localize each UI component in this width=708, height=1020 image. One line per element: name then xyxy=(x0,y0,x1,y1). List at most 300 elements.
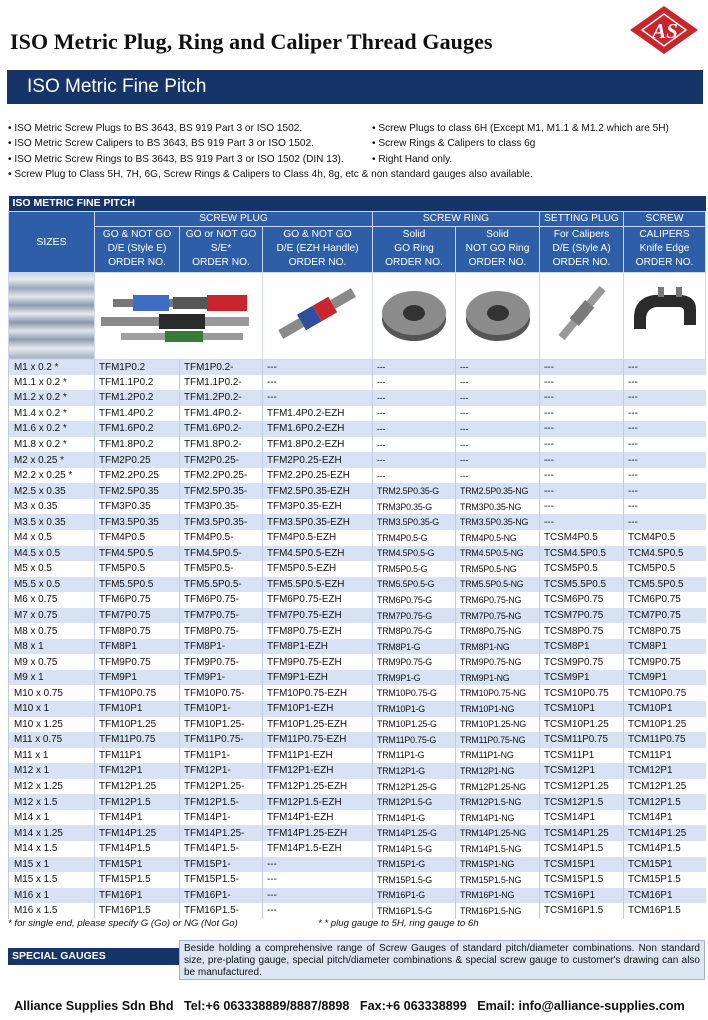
table-row xyxy=(9,670,706,686)
notgo-ring-cell: TRM16P1.5-NG xyxy=(456,903,540,919)
caliper-cell: --- xyxy=(624,437,706,453)
footnote-gauge-class: * * plug gauge to 5H, ring gauge to 6h xyxy=(318,918,479,929)
group-screw-ring: SCREW RING xyxy=(373,211,540,226)
go-ring-cell: TRM9P1-G xyxy=(373,670,456,686)
table-row xyxy=(9,530,706,546)
caliper-cell: --- xyxy=(624,514,706,530)
table-row xyxy=(9,841,706,857)
table-body xyxy=(9,359,706,919)
ezh-cell: TFM8P0.75-EZH xyxy=(263,623,373,639)
size-cell: M10 x 0.75 xyxy=(9,685,95,701)
de-style-e-cell: TFM4P0.5 xyxy=(95,530,180,546)
se-cell: TFM1.6P0.2- xyxy=(180,421,263,437)
se-cell: TFM6P0.75- xyxy=(180,592,263,608)
bullet-item: • Screw Rings & Calipers to class 6g xyxy=(372,138,536,150)
notgo-ring-cell: TRM16P1-NG xyxy=(456,888,540,904)
de-style-e-cell: TFM1.8P0.2 xyxy=(95,437,180,453)
table-row xyxy=(9,561,706,577)
size-cell: M6 x 0.75 xyxy=(9,592,95,608)
special-gauges-title: SPECIAL GAUGES xyxy=(8,948,180,965)
setting-plug-cell: --- xyxy=(540,514,624,530)
caliper-cell: --- xyxy=(624,468,706,484)
go-ring-cell: --- xyxy=(373,406,456,422)
se-cell: TFM9P0.75- xyxy=(180,654,263,670)
notgo-ring-cell: TRM10P0.75-NG xyxy=(456,685,540,701)
go-ring-cell: TRM12P1-G xyxy=(373,763,456,779)
caliper-cell: TCM15P1 xyxy=(624,857,706,873)
notgo-ring-cell: --- xyxy=(456,375,540,391)
size-cell: M14 x 1.25 xyxy=(9,825,95,841)
section-banner xyxy=(7,70,703,104)
table-row xyxy=(9,514,706,530)
size-cell: M11 x 1 xyxy=(9,748,95,764)
ezh-cell: TFM1.8P0.2-EZH xyxy=(263,437,373,453)
ezh-cell: TFM3P0.35-EZH xyxy=(263,499,373,515)
plug-gauge-photo xyxy=(95,272,263,359)
notgo-ring-cell: --- xyxy=(456,452,540,468)
notgo-ring-cell: TRM9P1-NG xyxy=(456,670,540,686)
ezh-cell: TFM2.2P0.25-EZH xyxy=(263,468,373,484)
setting-plug-cell: TCSM14P1.25 xyxy=(540,825,624,841)
notgo-ring-cell: TRM2.5P0.35-NG xyxy=(456,483,540,499)
notgo-ring-cell: TRM4P0.5-NG xyxy=(456,530,540,546)
notgo-ring-cell: TRM11P0.75-NG xyxy=(456,732,540,748)
caliper-cell: TCM10P0.75 xyxy=(624,685,706,701)
de-style-e-cell: TFM15P1 xyxy=(95,857,180,873)
setting-plug-cell: --- xyxy=(540,437,624,453)
setting-plug-cell: TCSM16P1 xyxy=(540,888,624,904)
notgo-ring-cell: --- xyxy=(456,406,540,422)
caliper-cell: TCM8P1 xyxy=(624,639,706,655)
group-setting-plug: SETTING PLUG xyxy=(540,211,624,226)
setting-plug-cell: --- xyxy=(540,483,624,499)
setting-plug-cell: --- xyxy=(540,406,624,422)
go-ring-cell: TRM10P1.25-G xyxy=(373,717,456,733)
col-header-setting-plug: For Calipers D/E (Style A) ORDER NO. xyxy=(540,226,624,272)
caliper-cell: TCM16P1 xyxy=(624,888,706,904)
caliper-cell: --- xyxy=(624,421,706,437)
de-style-e-cell: TFM1P0.2 xyxy=(95,359,180,375)
go-ring-cell: TRM6P0.75-G xyxy=(373,592,456,608)
size-cell: M14 x 1.5 xyxy=(9,841,95,857)
caliper-cell: TCM14P1 xyxy=(624,810,706,826)
go-ring-cell: TRM14P1-G xyxy=(373,810,456,826)
ezh-cell: TFM9P1-EZH xyxy=(263,670,373,686)
size-cell: M9 x 1 xyxy=(9,670,95,686)
size-cell: M12 x 1.5 xyxy=(9,794,95,810)
setting-plug-cell: TCSM15P1.5 xyxy=(540,872,624,888)
go-ring-cell: TRM7P0.75-G xyxy=(373,608,456,624)
size-cell: M8 x 1 xyxy=(9,639,95,655)
go-ring-cell: --- xyxy=(373,468,456,484)
notgo-ring-cell: TRM6P0.75-NG xyxy=(456,592,540,608)
col-header-ezh: GO & NOT GO D/E (EZH Handle) ORDER NO. xyxy=(263,226,373,272)
col-header-se: GO or NOT GO S/E* ORDER NO. xyxy=(180,226,263,272)
go-ring-cell: --- xyxy=(373,421,456,437)
caliper-cell: --- xyxy=(624,406,706,422)
setting-plug-cell: TCSM12P1.5 xyxy=(540,794,624,810)
ezh-cell: TFM4.5P0.5-EZH xyxy=(263,546,373,562)
go-ring-cell: TRM8P0.75-G xyxy=(373,623,456,639)
se-cell: TFM9P1- xyxy=(180,670,263,686)
ezh-cell: TFM14P1-EZH xyxy=(263,810,373,826)
de-style-e-cell: TFM2.2P0.25 xyxy=(95,468,180,484)
go-ring-cell: TRM8P1-G xyxy=(373,639,456,655)
se-cell: TFM16P1.5- xyxy=(180,903,263,919)
table-row xyxy=(9,685,706,701)
setting-plug-cell: TCSM14P1.5 xyxy=(540,841,624,857)
ezh-cell: TFM12P1.25-EZH xyxy=(263,779,373,795)
notgo-ring-cell: TRM15P1.5-NG xyxy=(456,872,540,888)
page-title: ISO Metric Plug, Ring and Caliper Thread Gauges xyxy=(10,29,493,54)
size-cell: M10 x 1 xyxy=(9,701,95,717)
table-row xyxy=(9,794,706,810)
se-cell: TFM8P1- xyxy=(180,639,263,655)
ezh-cell: TFM10P1-EZH xyxy=(263,701,373,717)
caliper-cell: --- xyxy=(624,375,706,391)
size-cell: M9 x 0.75 xyxy=(9,654,95,670)
size-cell: M1.6 x 0.2 * xyxy=(9,421,95,437)
size-cell: M16 x 1 xyxy=(9,888,95,904)
footnote-single-end: * for single end, please specify G (Go) or NG (Not Go) xyxy=(8,918,238,929)
go-ring-cell: TRM4.5P0.5-G xyxy=(373,546,456,562)
ezh-cell: TFM4P0.5-EZH xyxy=(263,530,373,546)
size-cell: M4 x 0.5 xyxy=(9,530,95,546)
setting-plug-cell: --- xyxy=(540,468,624,484)
go-ring-cell: TRM12P1.25-G xyxy=(373,779,456,795)
se-cell: TFM1.1P0.2- xyxy=(180,375,263,391)
caliper-cell: TCM8P0.75 xyxy=(624,623,706,639)
setting-plug-cell: TCSM9P0.75 xyxy=(540,654,624,670)
ezh-cell: TFM7P0.75-EZH xyxy=(263,608,373,624)
caliper-cell: TCM12P1.25 xyxy=(624,779,706,795)
ezh-cell: TFM3.5P0.35-EZH xyxy=(263,514,373,530)
notgo-ring-cell: --- xyxy=(456,359,540,375)
table-row xyxy=(9,546,706,562)
caliper-cell: TCM9P1 xyxy=(624,670,706,686)
table-row xyxy=(9,717,706,733)
ezh-cell: TFM1.6P0.2-EZH xyxy=(263,421,373,437)
go-ring-cell: TRM10P1-G xyxy=(373,701,456,717)
go-ring-cell: TRM14P1.5-G xyxy=(373,841,456,857)
caliper-cell: TCM14P1.25 xyxy=(624,825,706,841)
go-ring-cell: TRM3P0.35-G xyxy=(373,499,456,515)
de-style-e-cell: TFM1.2P0.2 xyxy=(95,390,180,406)
table-row xyxy=(9,872,706,888)
table-row xyxy=(9,359,706,375)
setting-plug-cell: TCSM8P0.75 xyxy=(540,623,624,639)
notgo-ring-cell: --- xyxy=(456,390,540,406)
go-ring-cell: TRM15P1.5-G xyxy=(373,872,456,888)
table-row xyxy=(9,701,706,717)
go-ring-cell: TRM16P1.5-G xyxy=(373,903,456,919)
table-row xyxy=(9,421,706,437)
caliper-cell: TCM6P0.75 xyxy=(624,592,706,608)
go-ring-cell: --- xyxy=(373,359,456,375)
notgo-ring-cell: TRM15P1-NG xyxy=(456,857,540,873)
table-row xyxy=(9,608,706,624)
go-ring-photo xyxy=(373,272,456,359)
setting-plug-cell: TCSM10P1.25 xyxy=(540,717,624,733)
notgo-ring-cell: --- xyxy=(456,437,540,453)
bullet-item: • ISO Metric Screw Plugs to BS 3643, BS 919 Part 3 or ISO 1502. xyxy=(8,123,303,134)
se-cell: TFM5.5P0.5- xyxy=(180,577,263,593)
notgo-ring-cell: TRM5P0.5-NG xyxy=(456,561,540,577)
de-style-e-cell: TFM11P0.75 xyxy=(95,732,180,748)
col-header-go-ring: Solid GO Ring ORDER NO. xyxy=(373,226,456,272)
size-cell: M5.5 x 0.5 xyxy=(9,577,95,593)
table-row xyxy=(9,483,706,499)
de-style-e-cell: TFM16P1.5 xyxy=(95,903,180,919)
setting-plug-cell: TCSM12P1.25 xyxy=(540,779,624,795)
caliper-cell: TCM14P1.5 xyxy=(624,841,706,857)
setting-plug-cell: TCSM14P1 xyxy=(540,810,624,826)
notgo-ring-cell: TRM14P1.25-NG xyxy=(456,825,540,841)
table-row xyxy=(9,732,706,748)
size-cell: M16 x 1.5 xyxy=(9,903,95,919)
caliper-photo xyxy=(624,272,706,359)
caliper-cell: TCM7P0.75 xyxy=(624,608,706,624)
de-style-e-cell: TFM5P0.5 xyxy=(95,561,180,577)
table-row xyxy=(9,857,706,873)
notgo-ring-cell: TRM10P1.25-NG xyxy=(456,717,540,733)
se-cell: TFM1.2P0.2- xyxy=(180,390,263,406)
notgo-ring-cell: TRM5.5P0.5-NG xyxy=(456,577,540,593)
ezh-cell: TFM1.4P0.2-EZH xyxy=(263,406,373,422)
de-style-e-cell: TFM11P1 xyxy=(95,748,180,764)
ezh-cell: TFM14P1.25-EZH xyxy=(263,825,373,841)
de-style-e-cell: TFM12P1 xyxy=(95,763,180,779)
setting-plug-cell: TCSM5.5P0.5 xyxy=(540,577,624,593)
notgo-ring-cell: TRM4.5P0.5-NG xyxy=(456,546,540,562)
ezh-cell: TFM5.5P0.5-EZH xyxy=(263,577,373,593)
caliper-cell: --- xyxy=(624,452,706,468)
setting-plug-cell: --- xyxy=(540,452,624,468)
ezh-cell: TFM10P1.25-EZH xyxy=(263,717,373,733)
go-ring-cell: TRM10P0.75-G xyxy=(373,685,456,701)
de-style-e-cell: TFM9P0.75 xyxy=(95,654,180,670)
go-ring-cell: TRM5P0.5-G xyxy=(373,561,456,577)
col-header-notgo-ring: Solid NOT GO Ring ORDER NO. xyxy=(456,226,540,272)
se-cell: TFM4P0.5- xyxy=(180,530,263,546)
notgo-ring-cell: TRM10P1-NG xyxy=(456,701,540,717)
ezh-cell: TFM11P0.75-EZH xyxy=(263,732,373,748)
de-style-e-cell: TFM14P1.5 xyxy=(95,841,180,857)
de-style-e-cell: TFM4.5P0.5 xyxy=(95,546,180,562)
size-cell: M8 x 0.75 xyxy=(9,623,95,639)
se-cell: TFM4.5P0.5- xyxy=(180,546,263,562)
ezh-cell: TFM12P1-EZH xyxy=(263,763,373,779)
logo-text: AS xyxy=(652,19,678,43)
size-cell: M1 x 0.2 * xyxy=(9,359,95,375)
setting-plug-cell: TCSM11P0.75 xyxy=(540,732,624,748)
ezh-cell: TFM8P1-EZH xyxy=(263,639,373,655)
ezh-cell: --- xyxy=(263,872,373,888)
notgo-ring-cell: TRM8P0.75-NG xyxy=(456,623,540,639)
setting-plug-cell: TCSM10P1 xyxy=(540,701,624,717)
caliper-cell: TCM11P0.75 xyxy=(624,732,706,748)
ezh-cell: --- xyxy=(263,857,373,873)
caliper-cell: TCM5P0.5 xyxy=(624,561,706,577)
size-cell: M1.4 x 0.2 * xyxy=(9,406,95,422)
sizes-header: SIZES xyxy=(9,211,95,272)
ezh-cell: TFM11P1-EZH xyxy=(263,748,373,764)
size-cell: M5 x 0.5 xyxy=(9,561,95,577)
caliper-cell: TCM15P1.5 xyxy=(624,872,706,888)
se-cell: TFM12P1.25- xyxy=(180,779,263,795)
setting-plug-cell: TCSM8P1 xyxy=(540,639,624,655)
special-gauges-note: Beside holding a comprehensive range of Screw Gauges of standard pitch/diameter combinations. Non standard size, pre-plating gauge, special pitch/diameter combinations & special screw gauge to customer's drawing can also be manufactured. xyxy=(179,940,705,980)
se-cell: TFM14P1.5- xyxy=(180,841,263,857)
notgo-ring-cell: TRM8P1-NG xyxy=(456,639,540,655)
table-row xyxy=(9,810,706,826)
de-style-e-cell: TFM1.6P0.2 xyxy=(95,421,180,437)
de-style-e-cell: TFM12P1.25 xyxy=(95,779,180,795)
size-cell: M3 x 0.35 xyxy=(9,499,95,515)
size-cell: M3.5 x 0.35 xyxy=(9,514,95,530)
gauge-table xyxy=(8,196,706,919)
table-row xyxy=(9,468,706,484)
se-cell: TFM8P0.75- xyxy=(180,623,263,639)
de-style-e-cell: TFM12P1.5 xyxy=(95,794,180,810)
table-row xyxy=(9,903,706,919)
banner-title: ISO Metric Fine Pitch xyxy=(27,76,207,97)
de-style-e-cell: TFM2.5P0.35 xyxy=(95,483,180,499)
bullet-item: • Screw Plug to Class 5H, 7H, 6G, Screw Rings & Calipers to Class 4h, 8g, etc & non standard gauges also available. xyxy=(8,169,533,180)
size-cell: M1.8 x 0.2 * xyxy=(9,437,95,453)
ezh-cell: --- xyxy=(263,903,373,919)
setting-plug-cell: --- xyxy=(540,499,624,515)
size-cell: M12 x 1 xyxy=(9,763,95,779)
ezh-cell: --- xyxy=(263,390,373,406)
size-cell: M14 x 1 xyxy=(9,810,95,826)
setting-plug-cell: TCSM16P1.5 xyxy=(540,903,624,919)
size-cell: M1.1 x 0.2 * xyxy=(9,375,95,391)
notgo-ring-cell: TRM12P1-NG xyxy=(456,763,540,779)
de-style-e-cell: TFM10P1 xyxy=(95,701,180,717)
caliper-cell: TCM11P1 xyxy=(624,748,706,764)
se-cell: TFM15P1- xyxy=(180,857,263,873)
go-ring-cell: TRM12P1.5-G xyxy=(373,794,456,810)
de-style-e-cell: TFM8P0.75 xyxy=(95,623,180,639)
go-ring-cell: TRM2.5P0.35-G xyxy=(373,483,456,499)
se-cell: TFM7P0.75- xyxy=(180,608,263,624)
go-ring-cell: TRM11P0.75-G xyxy=(373,732,456,748)
setting-plug-cell: TCSM6P0.75 xyxy=(540,592,624,608)
go-ring-cell: TRM14P1.25-G xyxy=(373,825,456,841)
size-cell: M7 x 0.75 xyxy=(9,608,95,624)
go-ring-cell: --- xyxy=(373,375,456,391)
bullet-item: • ISO Metric Screw Calipers to BS 3643, BS 919 Part 3 or ISO 1502. xyxy=(8,138,314,150)
se-cell: TFM10P1- xyxy=(180,701,263,717)
col-header-de-style-e: GO & NOT GO D/E (Style E) ORDER NO. xyxy=(95,226,180,272)
caliper-cell: TCM16P1.5 xyxy=(624,903,706,919)
size-cell: M15 x 1 xyxy=(9,857,95,873)
go-ring-cell: --- xyxy=(373,452,456,468)
table-row xyxy=(9,406,706,422)
setting-plug-cell: TCSM10P0.75 xyxy=(540,685,624,701)
de-style-e-cell: TFM10P1.25 xyxy=(95,717,180,733)
caliper-cell: --- xyxy=(624,499,706,515)
go-ring-cell: --- xyxy=(373,437,456,453)
de-style-e-cell: TFM1.1P0.2 xyxy=(95,375,180,391)
ezh-cell: TFM12P1.5-EZH xyxy=(263,794,373,810)
go-ring-cell: TRM16P1-G xyxy=(373,888,456,904)
go-ring-cell: TRM5.5P0.5-G xyxy=(373,577,456,593)
caliper-cell: --- xyxy=(624,390,706,406)
table-section-title: ISO METRIC FINE PITCH xyxy=(9,196,706,211)
se-cell: TFM12P1- xyxy=(180,763,263,779)
table-row xyxy=(9,748,706,764)
setting-plug-cell: TCSM9P1 xyxy=(540,670,624,686)
setting-plug-photo xyxy=(540,272,624,359)
notgo-ring-cell: TRM12P1.5-NG xyxy=(456,794,540,810)
bullet-item: • Right Hand only. xyxy=(372,153,453,165)
de-style-e-cell: TFM14P1 xyxy=(95,810,180,826)
notgo-ring-cell: --- xyxy=(456,468,540,484)
notgo-ring-photo xyxy=(456,272,540,359)
de-style-e-cell: TFM5.5P0.5 xyxy=(95,577,180,593)
setting-plug-cell: TCSM11P1 xyxy=(540,748,624,764)
se-cell: TFM1.4P0.2- xyxy=(180,406,263,422)
notgo-ring-cell: --- xyxy=(456,421,540,437)
caliper-cell: TCM4P0.5 xyxy=(624,530,706,546)
de-style-e-cell: TFM3.5P0.35 xyxy=(95,514,180,530)
setting-plug-cell: --- xyxy=(540,390,624,406)
size-cell: M2.2 x 0.25 * xyxy=(9,468,95,484)
setting-plug-cell: TCSM12P1 xyxy=(540,763,624,779)
go-ring-cell: TRM9P0.75-G xyxy=(373,654,456,670)
table-row xyxy=(9,825,706,841)
de-style-e-cell: TFM15P1.5 xyxy=(95,872,180,888)
ezh-cell: --- xyxy=(263,375,373,391)
bullet-item: • ISO Metric Screw Rings to BS 3643, BS 919 Part 3 or ISO 1502 (DIN 13). xyxy=(8,153,344,165)
setting-plug-cell: TCSM4P0.5 xyxy=(540,530,624,546)
de-style-e-cell: TFM2P0.25 xyxy=(95,452,180,468)
table-row xyxy=(9,499,706,515)
table-row xyxy=(9,592,706,608)
notgo-ring-cell: TRM3P0.35-NG xyxy=(456,499,540,515)
table-row xyxy=(9,577,706,593)
notgo-ring-cell: TRM11P1-NG xyxy=(456,748,540,764)
table-row xyxy=(9,779,706,795)
se-cell: TFM2P0.25- xyxy=(180,452,263,468)
se-cell: TFM3P0.35- xyxy=(180,499,263,515)
caliper-cell: TCM5.5P0.5 xyxy=(624,577,706,593)
caliper-cell: TCM4.5P0.5 xyxy=(624,546,706,562)
de-style-e-cell: TFM8P1 xyxy=(95,639,180,655)
table-row xyxy=(9,452,706,468)
caliper-cell: TCM10P1 xyxy=(624,701,706,717)
contact-info: Alliance Supplies Sdn Bhd Tel:+6 063338889/8887/8898 Fax:+6 063338899 Email: info@alliance-supplies.com xyxy=(14,999,685,1013)
ezh-cell: TFM5P0.5-EZH xyxy=(263,561,373,577)
notgo-ring-cell: TRM3.5P0.35-NG xyxy=(456,514,540,530)
setting-plug-cell: --- xyxy=(540,359,624,375)
ezh-plug-photo xyxy=(263,272,373,359)
se-cell: TFM16P1- xyxy=(180,888,263,904)
table-row xyxy=(9,888,706,904)
se-cell: TFM1P0.2- xyxy=(180,359,263,375)
se-cell: TFM11P0.75- xyxy=(180,732,263,748)
table-row xyxy=(9,763,706,779)
size-cell: M12 x 1.25 xyxy=(9,779,95,795)
setting-plug-cell: --- xyxy=(540,421,624,437)
notgo-ring-cell: TRM14P1-NG xyxy=(456,810,540,826)
se-cell: TFM10P1.25- xyxy=(180,717,263,733)
thread-texture-image xyxy=(9,272,95,359)
notgo-ring-cell: TRM9P0.75-NG xyxy=(456,654,540,670)
size-cell: M4.5 x 0.5 xyxy=(9,546,95,562)
